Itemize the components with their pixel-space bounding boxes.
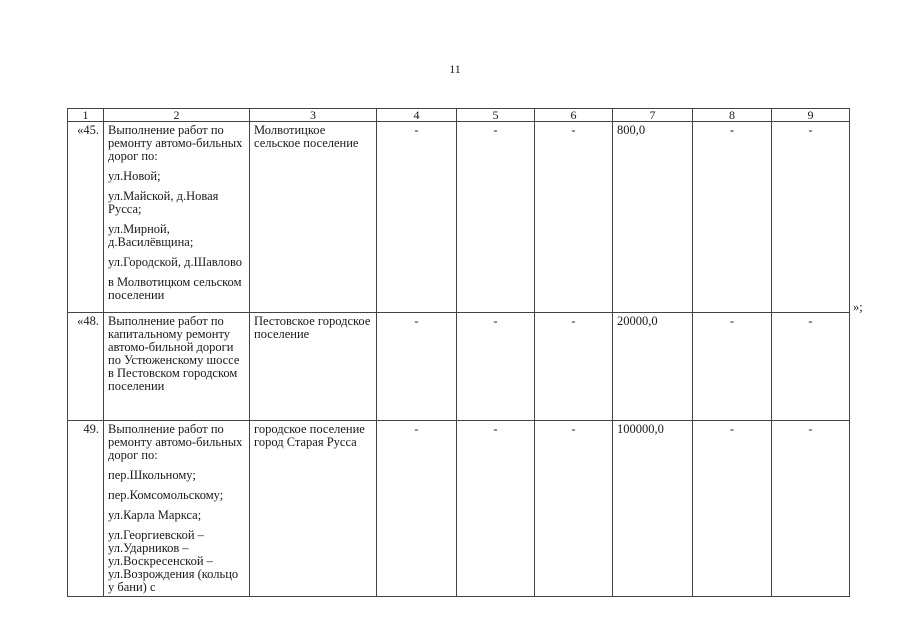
- description-line: Выполнение работ по капитальному ремонту автомо-бильной дороги по Устюженскому шоссе в Пестовском городском поселении: [108, 314, 240, 393]
- header-cell: 4: [377, 109, 457, 122]
- cell-col5: -: [457, 421, 535, 597]
- cell-col4: -: [377, 313, 457, 421]
- description-line: в Молвотицком сельском поселении: [108, 275, 242, 302]
- work-description: [104, 421, 250, 597]
- row-number: «45.: [68, 122, 104, 313]
- description-line: пер.Школьному;: [108, 468, 196, 482]
- header-cell: 6: [535, 109, 613, 122]
- cell-col6: -: [535, 421, 613, 597]
- header-cell: 1: [68, 109, 104, 122]
- header-cell: 7: [613, 109, 693, 122]
- header-cell: 3: [250, 109, 377, 122]
- cell-col8: -: [693, 421, 772, 597]
- work-description: [104, 313, 250, 421]
- cell-col8: -: [693, 122, 772, 313]
- cell-col5: -: [457, 313, 535, 421]
- row-number: «48.: [68, 313, 104, 421]
- description-line: ул.Городской, д.Шавлово: [108, 255, 243, 269]
- description-line: Выполнение работ по ремонту автомо-бильных дорог по:: [108, 123, 243, 163]
- cell-col4: -: [377, 122, 457, 313]
- table-row: [68, 421, 850, 597]
- closing-quote-mark: »;: [853, 300, 863, 314]
- description-line: ул.Мирной, д.Василёвщина;: [108, 222, 194, 249]
- description-line: ул.Георгиевской – ул.Ударников – ул.Воскресенской – ул.Возрождения (кольцо у бани) с: [108, 528, 239, 594]
- description-line: ул.Майской, д.Новая Русса;: [108, 189, 219, 216]
- settlement-name: Молвотицкое сельское поселение: [250, 122, 377, 313]
- cell-col6: -: [535, 122, 613, 313]
- work-description: [104, 122, 250, 313]
- description-line: ул.Карла Маркса;: [108, 508, 202, 522]
- settlement-name: Пестовское городское поселение: [250, 313, 377, 421]
- header-cell: 5: [457, 109, 535, 122]
- description-line: пер.Комсомольскому;: [108, 488, 224, 502]
- cell-col9: -: [772, 122, 850, 313]
- cell-col8: -: [693, 313, 772, 421]
- table-row: [68, 313, 850, 421]
- header-cell: 8: [693, 109, 772, 122]
- cell-col5: -: [457, 122, 535, 313]
- cell-col7-amount: 20000,0: [613, 313, 693, 421]
- cell-col7-amount: 100000,0: [613, 421, 693, 597]
- cell-col4: -: [377, 421, 457, 597]
- cell-col6: -: [535, 313, 613, 421]
- data-table: [67, 108, 850, 597]
- cell-col7-amount: 800,0: [613, 122, 693, 313]
- description-line: Выполнение работ по ремонту автомо-бильных дорог по:: [108, 422, 243, 462]
- description-line: ул.Новой;: [108, 169, 161, 183]
- row-number: 49.: [68, 421, 104, 597]
- table-row: [68, 122, 850, 313]
- header-cell: 2: [104, 109, 250, 122]
- cell-col9: -: [772, 313, 850, 421]
- page-number: 11: [449, 62, 461, 76]
- header-cell: 9: [772, 109, 850, 122]
- header-row: [68, 109, 850, 122]
- cell-col9: -: [772, 421, 850, 597]
- settlement-name: городское поселение город Старая Русса: [250, 421, 377, 597]
